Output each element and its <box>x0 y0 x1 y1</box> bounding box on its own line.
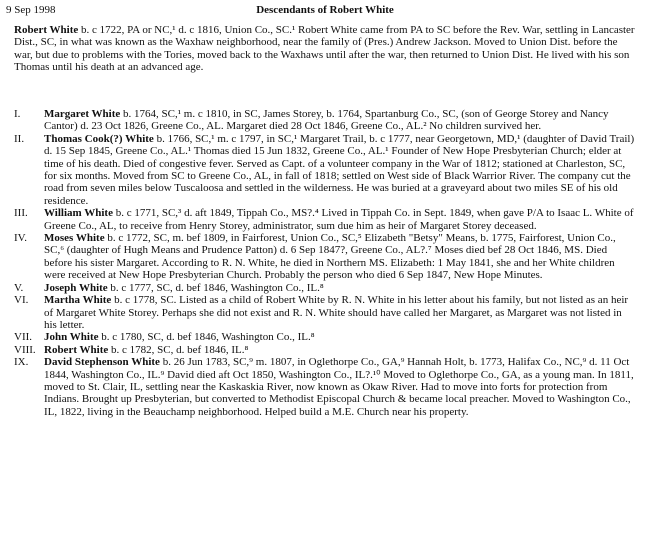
intro-text: b. c 1722, PA or NC,¹ d. c 1816, Union Co., SC.¹ Robert White came from PA to SC before the Rev. War, settling in Lancaster Dist., SC, in what was known as the Waxhaw neighborhood, near the family of (Pres.) Andrew Jackson. Moved to Union Dist. before the war, but due to problems with the Tories, moved back to the Waxhaws until after the war, then returned to Union Dist. He lived with his son Thomas until his death at an advanced age. <box>14 24 635 74</box>
child-entry-8 <box>14 344 636 356</box>
entry-text: b. c 1777, SC, d. bef 1846, Washington Co., IL.⁸ <box>107 281 324 294</box>
child-entry-7 <box>14 331 636 343</box>
entry-name: Moses White <box>44 232 105 245</box>
entry-text: b. c 1778, SC. Listed as a child of Robert White by R. N. White in his letter about his family, but not listed as an heir of Margaret White Storey. Perhaps she did not exist and R. N. White should have called her Margaret, as Margaret was not listed in his letter. <box>44 294 629 331</box>
child-entry-4 <box>14 232 636 282</box>
entry-number: II. <box>14 132 25 145</box>
entry-name: Thomas Cook(?) White <box>44 132 154 145</box>
entry-text-block <box>44 331 636 343</box>
entry-text-block <box>44 232 636 282</box>
document-date: 9 Sep 1998 <box>6 4 56 16</box>
entry-text-block <box>44 294 636 331</box>
child-entry-6 <box>14 294 636 331</box>
children-list <box>14 108 636 418</box>
child-entry-5 <box>14 282 636 294</box>
child-entry-2 <box>14 133 636 207</box>
entry-text: b. c 1782, SC, d. bef 1846, IL.⁸ <box>108 343 249 356</box>
entry-name: Margaret White <box>44 108 121 120</box>
entry-text: b. 1766, SC,¹ m. c 1797, in SC,¹ Margaret Trail, b. c 1777, near Georgetown, MD,¹ (daughter of David Trail) d. 15 Sep 1845, Greene Co., AL.¹ Thomas died 15 Jun 1832, Greene Co., AL.¹ Founder of New Hope Presbyterian Church; elder at time of his death. Died of congestive fever. Served as Capt. of a volunteer company in the War of 1812; stationed at Charleston, SC, for six months. Moved from SC to Greene Co., AL, in fall of 1818; settled on West side of Black Warrior River. The company cut the road from seven miles below Tuscaloosa and settled in the wilderness. He was buried at a graveyard about two miles SE of his old residence. <box>44 132 635 207</box>
document-title: Descendants of Robert White <box>256 4 394 16</box>
entry-text: b. c 1780, SC, d. bef 1846, Washington Co., IL.⁸ <box>98 331 315 344</box>
entry-text-block <box>44 356 636 418</box>
intro-name: Robert White <box>14 24 79 36</box>
entry-text-block <box>44 133 636 207</box>
entry-name: Martha White <box>44 294 112 307</box>
entry-text-block <box>44 207 636 232</box>
child-entry-1 <box>14 108 636 133</box>
entry-name: Joseph White <box>44 281 108 294</box>
entry-number: V. <box>14 281 24 294</box>
entry-text: b. 26 Jun 1783, SC,⁹ m. 1807, in Oglethorpe Co., GA,⁹ Hannah Holt, b. 1773, Halifax Co., NC,⁹ d. 11 Oct 1844, Washington Co., IL.⁹ David died aft Oct 1850, Washington Co., IL?.¹⁰ Moved to Oglethorpe Co., GA, as a young man. In 1811, moved to St. Clair, IL, settling near the Kaskaskia River, now known as Okaw River. Had to move into forts for protection from Indians. Brought up Presbyterian, but converted to Methodist Episcopal Church & became local preacher. Moved to Washington Co., IL, 1822, living in the Beauchamp neighborhood. Helped build a M.E. Church near his property. <box>44 356 634 418</box>
entry-number: VII. <box>14 331 33 344</box>
entry-number: III. <box>14 207 28 220</box>
entry-text-block <box>44 282 636 294</box>
entry-text: b. c 1771, SC,³ d. aft 1849, Tippah Co., MS?.⁴ Lived in Tippah Co. in Sept. 1849, when gave P/A to Isaac L. White of Greene Co., AL, to receive from Henry Storey, administrator, sum due him as heir of Margaret Storey deceased. <box>44 207 634 232</box>
child-entry-3 <box>14 207 636 232</box>
entry-name: Robert White <box>44 343 109 356</box>
entry-number: VI. <box>14 294 29 307</box>
entry-text-block <box>44 344 636 356</box>
child-entry-9 <box>14 356 636 418</box>
entry-name: William White <box>44 207 113 220</box>
entry-number: I. <box>14 108 21 120</box>
entry-text-block <box>44 108 636 133</box>
entry-number: VIII. <box>14 343 36 356</box>
entry-name: David Stephenson White <box>44 356 160 369</box>
intro-paragraph <box>14 24 636 74</box>
entry-text: b. c 1772, SC, m. bef 1809, in Fairforest, Union Co., SC,⁵ Elizabeth "Betsy" Means, b. 1775, Fairforest, Union Co., SC,⁶ (daughter of Hugh Means and Prudence Patton) d. 6 Sep 1847?, Greene Co., AL?.⁷ Moses died bef 28 Oct 1846, MS. Died before his sister Margaret. According to R. N. White, he died in Northern MS. Elizabeth: 1 May 1841, she and her White children were received at New Hope Presbyterian Church. Probably the person who died 6 Sep 1847, New Hope Minutes. <box>44 232 616 282</box>
entry-number: IV. <box>14 232 27 245</box>
entry-text: b. 1764, SC,¹ m. c 1810, in SC, James Storey, b. 1764, Spartanburg Co., SC, (son of George Storey and Nancy Cantor) d. 23 Oct 1826, Greene Co., AL. Margaret died 28 Oct 1846, Greene Co., AL.² No children survived her. <box>44 108 609 133</box>
entry-name: John White <box>44 331 99 344</box>
entry-number: IX. <box>14 356 29 369</box>
